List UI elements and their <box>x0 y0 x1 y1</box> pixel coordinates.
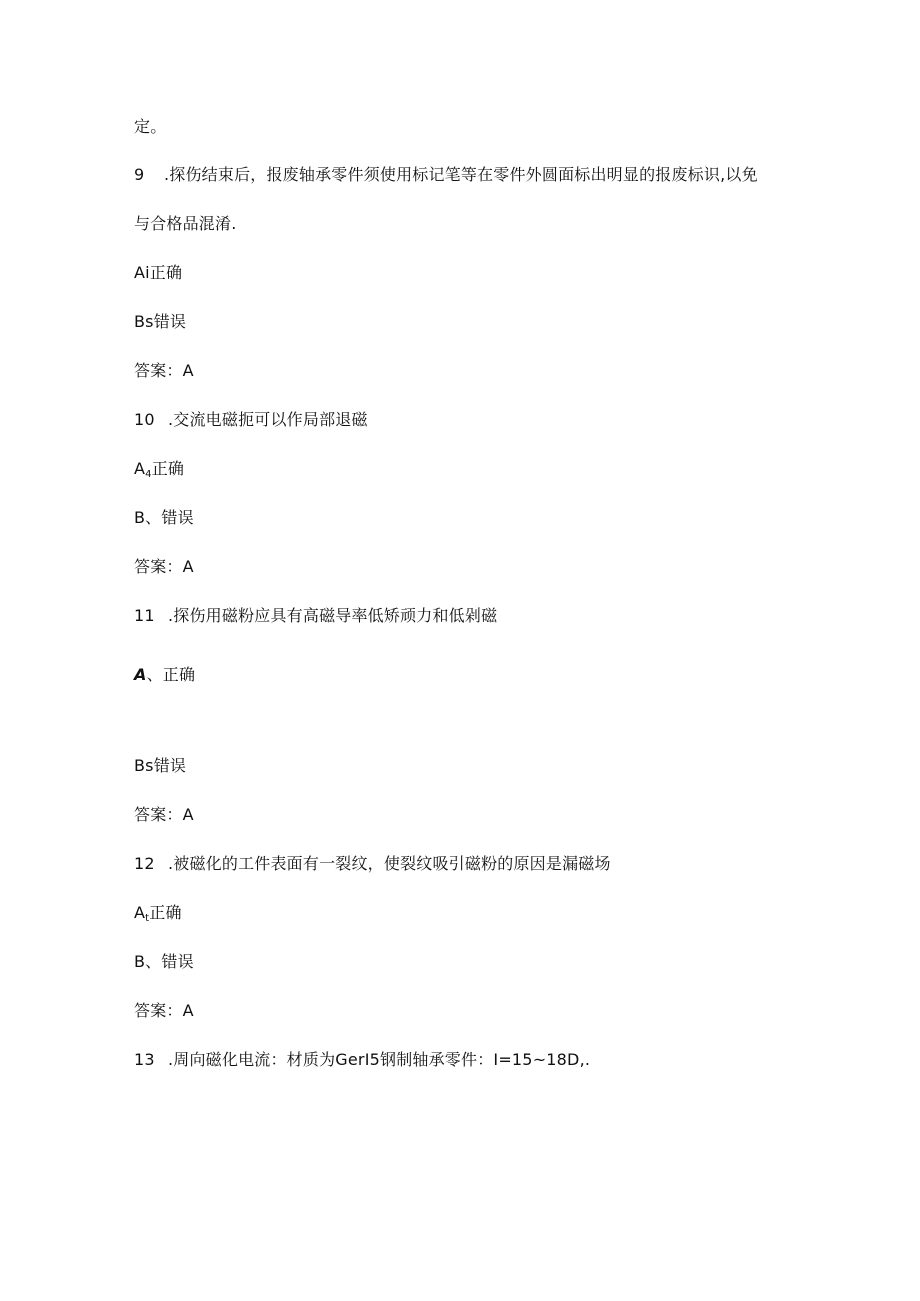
question-11-option-b <box>134 756 186 776</box>
option-text: 错误 <box>153 756 187 775</box>
question-text: .被磁化的工件表面有一裂纹，使裂纹吸引磁粉的原因是漏磁场 <box>168 854 611 873</box>
option-text: B、错误 <box>134 508 194 527</box>
option-letter: Bs <box>134 312 154 331</box>
option-letter-subscript: t <box>145 913 150 924</box>
option-letter: A <box>134 459 146 478</box>
question-10 <box>134 410 368 430</box>
question-12-answer <box>134 1001 194 1021</box>
question-number: 11 <box>134 606 155 625</box>
answer-text: 答案：A <box>134 557 194 576</box>
option-text: B、错误 <box>134 952 194 971</box>
question-number: 13 <box>134 1050 155 1069</box>
question-number: 9 <box>134 165 145 184</box>
question-10-option-b <box>134 508 194 528</box>
option-letter: A <box>134 903 146 922</box>
question-9-continued <box>134 214 237 234</box>
question-10-answer <box>134 557 194 577</box>
question-text: .探伤用磁粉应具有高磁导率低矫顽力和低剁磁 <box>168 606 498 625</box>
question-9-option-b <box>134 312 186 332</box>
question-12-option-a <box>134 903 182 929</box>
question-11-answer <box>134 805 194 825</box>
question-9 <box>134 165 758 185</box>
continued-text-content: 定。 <box>134 117 167 136</box>
option-letter-subscript: 4 <box>145 469 152 480</box>
question-11 <box>134 606 497 626</box>
question-12 <box>134 854 611 874</box>
option-text: 错误 <box>153 312 187 331</box>
option-letter: A <box>134 665 147 684</box>
option-text: 正确 <box>149 903 182 922</box>
question-text: 与合格品混淆. <box>134 214 237 233</box>
answer-text: 答案：A <box>134 1001 194 1020</box>
question-13 <box>134 1050 590 1070</box>
question-11-option-a <box>134 665 195 685</box>
question-number: 10 <box>134 410 155 429</box>
option-letter: Bs <box>134 756 154 775</box>
question-text: .周向磁化电流：材质为GerI5钢制轴承零件：I=15~18D,. <box>168 1050 591 1069</box>
question-text: .交流电磁扼可以作局部退磁 <box>168 410 368 429</box>
option-text: 、正确 <box>146 665 196 684</box>
option-text: 正确 <box>149 263 183 282</box>
option-letter: Ai <box>134 263 150 282</box>
question-9-option-a <box>134 263 182 283</box>
question-12-option-b <box>134 952 194 972</box>
answer-text: 答案：A <box>134 361 194 380</box>
question-number: 12 <box>134 854 155 873</box>
option-text: 正确 <box>151 459 185 478</box>
question-9-answer <box>134 361 194 381</box>
question-text: .探伤结束后，报废轴承零件须使用标记笔等在零件外圆面标出明显的报废标识,以免 <box>164 165 758 184</box>
continued-text <box>134 117 166 137</box>
answer-text: 答案：A <box>134 805 194 824</box>
question-10-option-a <box>134 459 184 485</box>
